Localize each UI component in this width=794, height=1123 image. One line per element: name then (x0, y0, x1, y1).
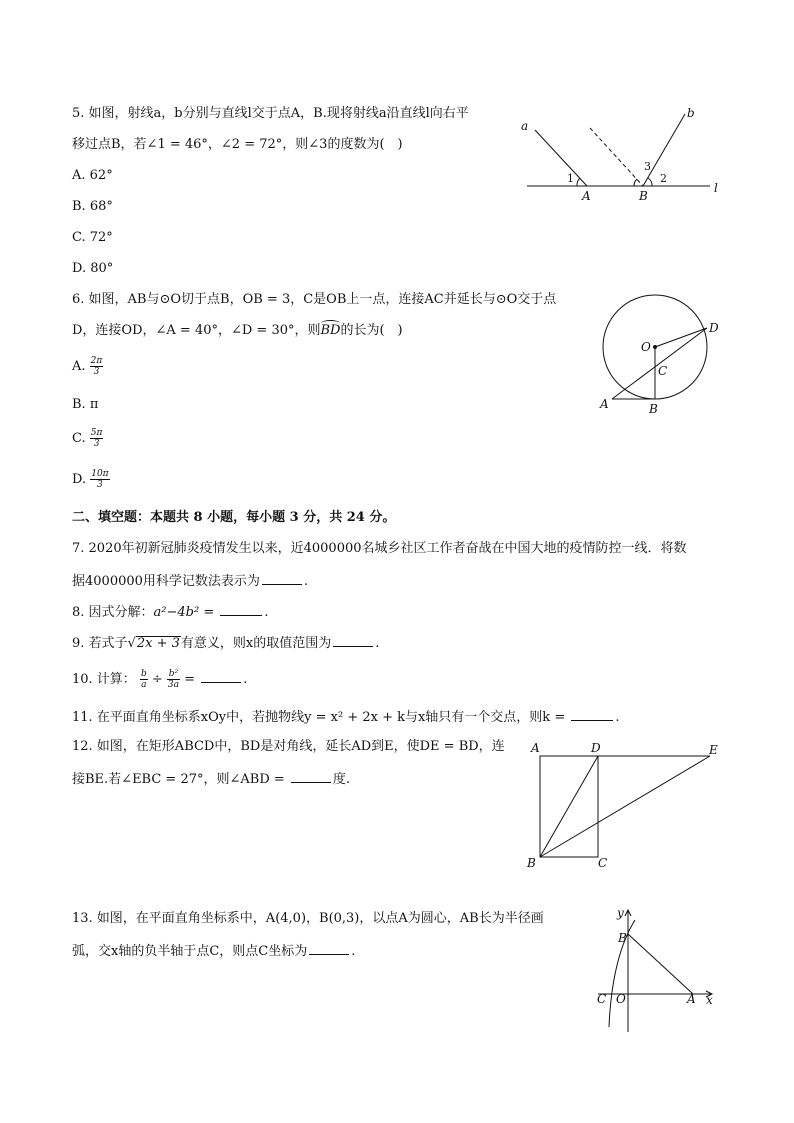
q6-line2 (72, 323, 403, 339)
q5-line1: 5. 如图，射线a，b分别与直线l交于点A，B.现将射线a沿直线l向右平 (72, 106, 469, 121)
radical-icon: √ (127, 636, 136, 651)
q6-label-C: C (658, 364, 668, 378)
q12-answer-blank[interactable] (291, 770, 331, 783)
q13-line2: 弧，交x轴的负半轴于点C，则点C坐标为 . (72, 944, 356, 959)
q5-figure (515, 100, 730, 205)
q6-label-A: A (600, 397, 609, 411)
q9-answer-blank[interactable] (333, 634, 373, 647)
q5-option-d: D. 80° (72, 261, 114, 276)
q13-label-x: x (706, 993, 713, 1007)
q13-label-y: y (617, 906, 624, 920)
q12-label-B: B (527, 856, 536, 870)
q11-answer-blank[interactable] (571, 708, 613, 721)
q12-line2: 接BE.若∠EBC = 27°，则∠ABD = 度. (72, 772, 351, 787)
q6-center-dot (653, 345, 657, 349)
q6-radius-od (655, 328, 707, 347)
q5-label-3: 3 (644, 160, 651, 173)
q6-line2-pre: D，连接OD，∠A = 40°，∠D = 30°，则 (72, 323, 321, 338)
q6-option-c: C. $\frac{5\pi}{3}$ (72, 428, 103, 449)
q6-option-c-fraction: $\frac{5\pi}{3}$ (90, 428, 103, 449)
q10-fraction-2: $\frac{\text{b²}}{3a}$ (167, 669, 179, 690)
q5-angle-arcs (634, 178, 652, 186)
q12-line1: 12. 如图，在矩形ABCD中，BD是对角线，延长AD到E，使DE = BD，连 (72, 739, 505, 754)
q13-line1: 13. 如图，在平面直角坐标系中，A(4,0)，B(0,3)，以点A为圆心，AB长为半径画 (72, 911, 544, 926)
q10: 10. 计算： $\frac{b}{a}$ ÷ $\frac{\text{b²}}{3a}$ = . (72, 669, 248, 690)
q5-angle1-arc (577, 178, 580, 186)
q5-label-2: 2 (660, 172, 667, 185)
q6-option-a: A. $\frac{2\pi}{3}$ (72, 356, 103, 377)
q6-line1: 6. 如图，AB与⊙O切于点B，OB = 3，C是OB上一点，连接AC并延长与⊙O交于点 (72, 292, 557, 307)
q5-label-b: b (687, 106, 695, 120)
q5-label-1: 1 (567, 172, 574, 185)
q5-label-A: A (582, 189, 591, 203)
q7-answer-blank[interactable] (262, 572, 302, 585)
q12-label-C: C (598, 856, 608, 870)
q6-option-d-fraction: $\frac{10\pi}{3}$ (91, 469, 109, 490)
q5-option-a: A. 62° (72, 168, 113, 183)
q12-figure (522, 738, 722, 873)
q11: 11. 在平面直角坐标系xOy中，若抛物线y = x² + 2x + k与x轴只有一个交点，则k = . (72, 710, 620, 725)
q5-label-B: B (639, 189, 648, 203)
q5-option-c: C. 72° (72, 230, 113, 245)
q13-label-O: O (616, 992, 626, 1006)
q10-answer-blank[interactable] (201, 670, 241, 683)
q6-label-B: B (649, 402, 658, 416)
q8-expression: a²−4b² = (153, 605, 215, 620)
q8: 8. 因式分解：a²−4b² = . (72, 605, 269, 620)
q6-option-b: B. π (72, 397, 99, 412)
q9: 9. 若式子√2x + 3有意义，则x的取值范围为 . (72, 636, 380, 651)
q5-label-l: l (714, 181, 718, 195)
q9-radicand: 2x + 3 (136, 636, 180, 651)
q13-figure (592, 902, 722, 1037)
q5-translated-ray (590, 128, 643, 186)
q12-label-D: D (591, 741, 601, 755)
q6-label-D: D (709, 321, 719, 335)
q5-option-b: B. 68° (72, 199, 113, 214)
q13-label-A: A (687, 992, 696, 1006)
q5-line2: 移过点B，若∠1 = 46°，∠2 = 72°，则∠3的度数为( ) (72, 137, 403, 152)
q12-label-E: E (709, 743, 718, 757)
q6-label-O: O (641, 340, 651, 354)
q6-line2-post: 的长为( ) (340, 323, 403, 338)
q13-answer-blank[interactable] (309, 942, 349, 955)
q7-line2: 据4000000用科学记数法表示为 . (72, 574, 309, 589)
q6-option-a-fraction: $\frac{2\pi}{3}$ (90, 356, 103, 377)
section-2-heading: 二、填空题：本题共 8 小题，每小题 3 分，共 24 分。 (72, 510, 396, 525)
q5-label-a: a (521, 119, 529, 133)
q7-line1: 7. 2020年初新冠肺炎疫情发生以来，近4000000名城乡社区工作者奋战在中国大地的疫情防控一线．将数 (72, 541, 687, 556)
q6-option-d: D. $\frac{10\pi}{3}$ (72, 469, 109, 490)
q13-label-C: C (597, 992, 607, 1006)
q12-line-be (540, 756, 710, 857)
q10-fraction-1: $\frac{b}{a}$ (140, 669, 147, 690)
q12-label-A: A (531, 741, 540, 755)
q6-figure (590, 288, 730, 423)
q13-label-B: B (618, 931, 627, 945)
q12-diagonal-bd (540, 756, 598, 857)
q8-answer-blank[interactable] (220, 603, 262, 616)
q5-ray-a (535, 130, 587, 186)
q6-arc-bd: BD (320, 323, 341, 338)
q13-segment-ab (628, 934, 693, 994)
